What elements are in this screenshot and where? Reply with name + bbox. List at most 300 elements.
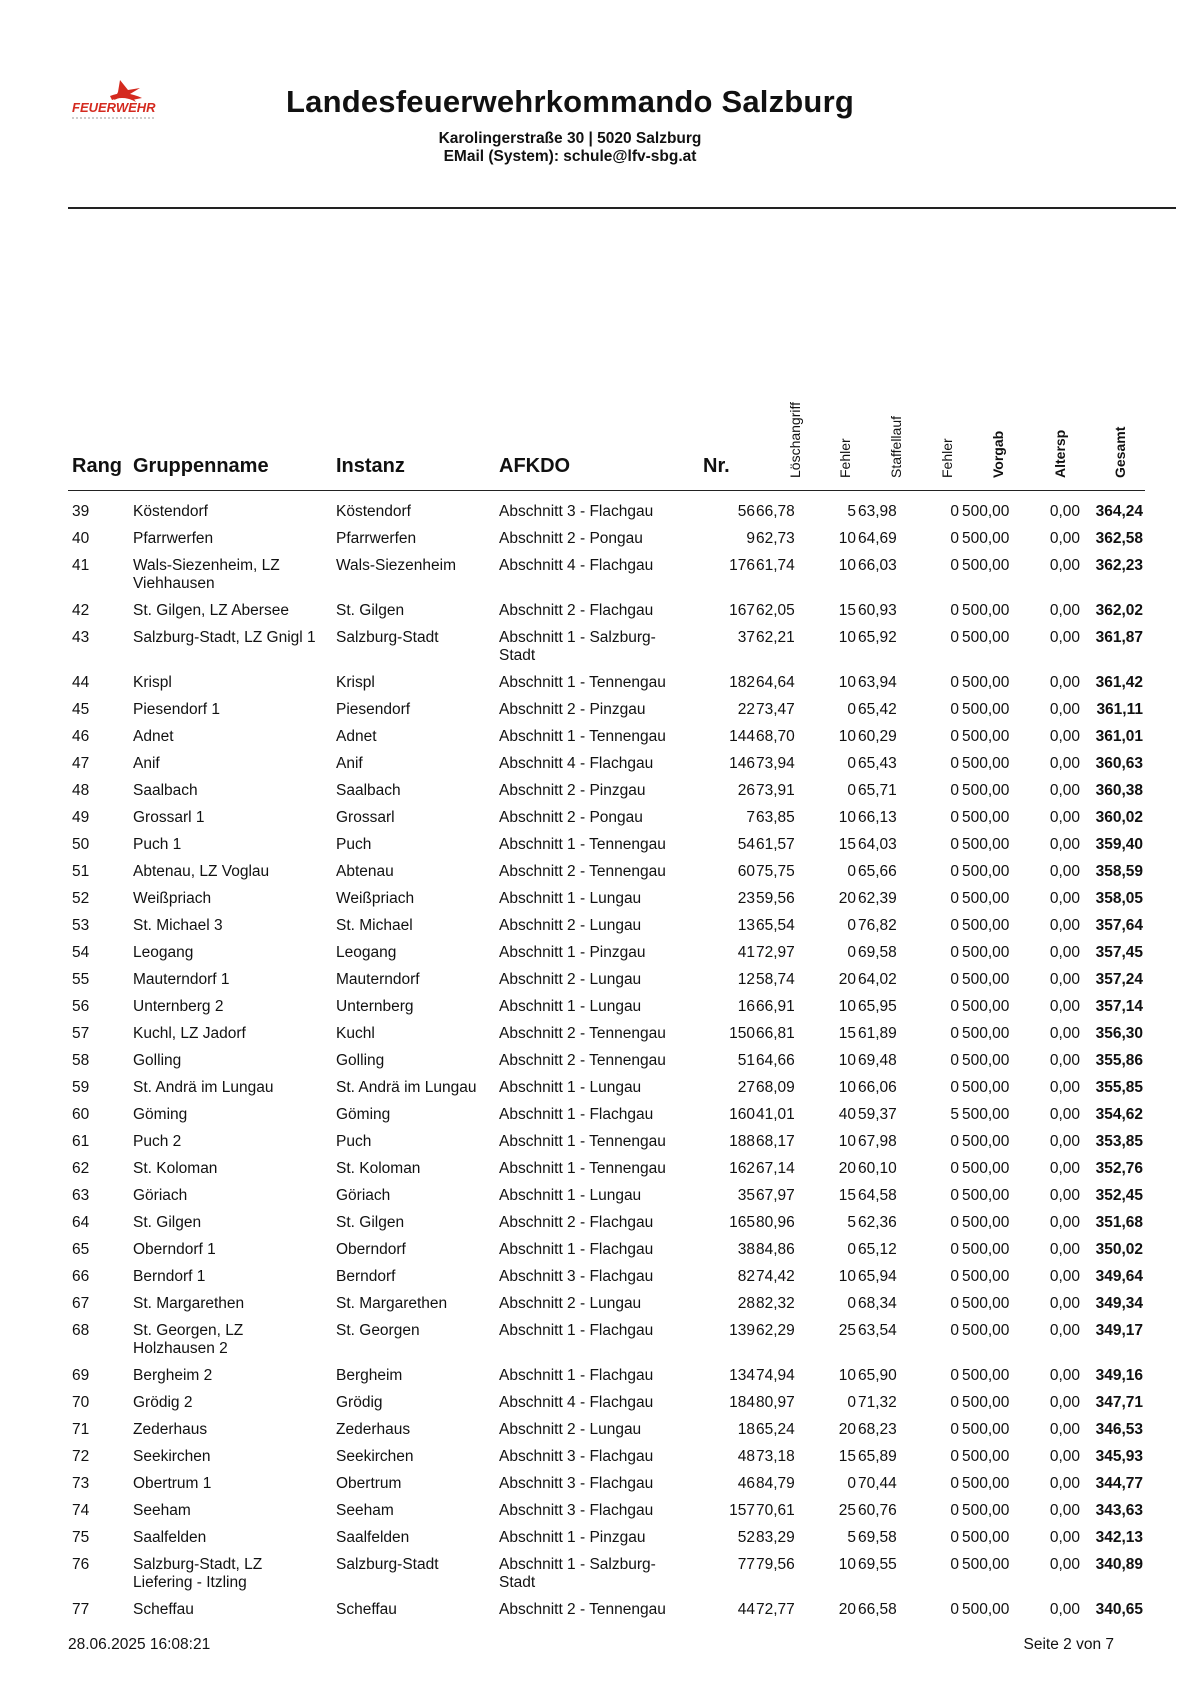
vorgabe-cell: 500,00: [962, 890, 1010, 907]
fehler-2-cell: 0: [950, 728, 959, 745]
vorgabe-cell: 500,00: [962, 1556, 1010, 1573]
nr-cell: 188: [729, 1133, 755, 1150]
staffellauf-cell: 65,66: [858, 863, 897, 880]
vorgabe-cell: 500,00: [962, 971, 1010, 988]
afkdo-cell-line: Abschnitt 2 - Pinzgau: [499, 701, 646, 718]
nr-cell: 139: [729, 1322, 755, 1339]
col-header-altersp: Altersp: [1052, 429, 1068, 478]
staffellauf-cell: 64,03: [858, 836, 897, 853]
fehler-2-cell: 0: [950, 1448, 959, 1465]
afkdo-cell-line: Abschnitt 1 - Tennengau: [499, 1160, 666, 1177]
nr-cell: 23: [737, 890, 755, 907]
afkdo-cell: [499, 755, 679, 773]
fehler-1-cell: 10: [838, 809, 856, 826]
afkdo-cell: [499, 1475, 679, 1493]
gesamt-cell: 353,85: [1095, 1133, 1143, 1150]
altersp-cell: 0,00: [1049, 755, 1080, 772]
instance-cell: Krispl: [336, 674, 375, 691]
loeschangriff-cell: 73,47: [756, 701, 795, 718]
fehler-1-cell: 10: [838, 629, 856, 646]
rank-cell: 60: [72, 1106, 90, 1123]
afkdo-cell: [499, 1052, 679, 1070]
instance-cell: St. Georgen: [336, 1322, 420, 1339]
staffellauf-cell: 65,95: [858, 998, 897, 1015]
staffellauf-cell: 60,93: [858, 602, 897, 619]
fehler-2-cell: 0: [950, 782, 959, 799]
nr-cell: 134: [729, 1367, 755, 1384]
vorgabe-cell: 500,00: [962, 755, 1010, 772]
group-name-cell-line: Wals-Siezenheim, LZ: [133, 557, 280, 574]
fehler-2-cell: 0: [950, 917, 959, 934]
fehler-2-cell: 0: [950, 1529, 959, 1546]
group-name-cell: [133, 602, 333, 620]
fehler-2-cell: 0: [950, 1421, 959, 1438]
instance-cell: Puch: [336, 836, 372, 853]
group-name-cell-line: Piesendorf 1: [133, 701, 221, 718]
rank-cell: 74: [72, 1502, 90, 1519]
staffellauf-cell: 62,36: [858, 1214, 897, 1231]
fehler-2-cell: 0: [950, 1214, 959, 1231]
loeschangriff-cell: 65,54: [756, 917, 795, 934]
nr-cell: 162: [729, 1160, 755, 1177]
vorgabe-cell: 500,00: [962, 1052, 1010, 1069]
afkdo-cell-line: Abschnitt 3 - Flachgau: [499, 1502, 654, 1519]
vorgabe-cell: 500,00: [962, 1079, 1010, 1096]
fehler-2-cell: 0: [950, 1241, 959, 1258]
afkdo-cell: [499, 1421, 679, 1439]
email-line: EMail (System): schule@lfv-sbg.at: [443, 148, 697, 165]
group-name-cell-line: Puch 2: [133, 1133, 182, 1150]
afkdo-cell: [499, 1160, 679, 1178]
col-header-fehler-2: Fehler: [939, 438, 955, 478]
fehler-1-cell: 25: [838, 1502, 856, 1519]
fehler-2-cell: 0: [950, 1133, 959, 1150]
vorgabe-cell: 500,00: [962, 863, 1010, 880]
col-header-gruppenname: Gruppenname: [133, 455, 269, 477]
instance-cell: Weißpriach: [336, 890, 415, 907]
fehler-1-cell: 5: [847, 503, 856, 520]
col-header-gesamt: Gesamt: [1112, 426, 1128, 478]
group-name-cell-line: Pfarrwerfen: [133, 530, 214, 547]
vorgabe-cell: 500,00: [962, 1529, 1010, 1546]
afkdo-cell-line: Abschnitt 2 - Tennengau: [499, 1025, 666, 1042]
nr-cell: 184: [729, 1394, 755, 1411]
group-name-cell: [133, 944, 333, 962]
staffellauf-cell: 65,89: [858, 1448, 897, 1465]
afkdo-cell: [499, 998, 679, 1016]
rank-cell: 66: [72, 1268, 90, 1285]
fehler-2-cell: 0: [950, 629, 959, 646]
afkdo-cell-line: Abschnitt 2 - Pongau: [499, 530, 643, 547]
vorgabe-cell: 500,00: [962, 1367, 1010, 1384]
fehler-2-cell: 0: [950, 836, 959, 853]
staffellauf-cell: 65,92: [858, 629, 897, 646]
group-name-cell-line: Golling: [133, 1052, 182, 1069]
altersp-cell: 0,00: [1049, 1502, 1080, 1519]
vorgabe-cell: 500,00: [962, 1475, 1010, 1492]
instance-cell: St. Andrä im Lungau: [336, 1079, 477, 1096]
instance-cell: Obertrum: [336, 1475, 402, 1492]
altersp-cell: 0,00: [1049, 1187, 1080, 1204]
col-header-fehler-1: Fehler: [837, 438, 853, 478]
fehler-1-cell: 25: [838, 1322, 856, 1339]
loeschangriff-cell: 82,32: [756, 1295, 795, 1312]
afkdo-cell: [499, 809, 679, 827]
altersp-cell: 0,00: [1049, 1079, 1080, 1096]
vorgabe-cell: 500,00: [962, 1601, 1010, 1618]
fehler-1-cell: 15: [838, 1025, 856, 1042]
rank-cell: 61: [72, 1133, 90, 1150]
group-name-cell-line: Obertrum 1: [133, 1475, 212, 1492]
rank-cell: 44: [72, 674, 90, 691]
gesamt-cell: 340,65: [1095, 1601, 1143, 1618]
group-name-cell-line: Adnet: [133, 728, 174, 745]
altersp-cell: 0,00: [1049, 1025, 1080, 1042]
nr-cell: 144: [729, 728, 755, 745]
altersp-cell: 0,00: [1049, 809, 1080, 826]
afkdo-cell-line: Abschnitt 2 - Lungau: [499, 917, 642, 934]
loeschangriff-cell: 80,96: [756, 1214, 795, 1231]
vorgabe-cell: 500,00: [962, 701, 1010, 718]
group-name-cell-line: Salzburg-Stadt, LZ: [133, 1556, 263, 1573]
rank-cell: 50: [72, 836, 90, 853]
altersp-cell: 0,00: [1049, 557, 1080, 574]
vorgabe-cell: 500,00: [962, 1214, 1010, 1231]
group-name-cell-line: Bergheim 2: [133, 1367, 213, 1384]
fehler-2-cell: 0: [950, 1025, 959, 1042]
altersp-cell: 0,00: [1049, 1268, 1080, 1285]
afkdo-cell: [499, 701, 679, 719]
organization-title: Landesfeuerwehrkommando Salzburg: [286, 84, 854, 119]
altersp-cell: 0,00: [1049, 1475, 1080, 1492]
loeschangriff-cell: 73,94: [756, 755, 795, 772]
gesamt-cell: 352,76: [1095, 1160, 1143, 1177]
afkdo-cell-line: Abschnitt 2 - Pongau: [499, 809, 643, 826]
gesamt-cell: 349,34: [1095, 1295, 1143, 1312]
gesamt-cell: 342,13: [1095, 1529, 1143, 1546]
gesamt-cell: 350,02: [1095, 1241, 1143, 1258]
afkdo-cell: [499, 557, 679, 575]
rank-cell: 43: [72, 629, 90, 646]
staffellauf-cell: 63,98: [858, 503, 897, 520]
vorgabe-cell: 500,00: [962, 1394, 1010, 1411]
fehler-1-cell: 0: [847, 917, 856, 934]
rank-cell: 52: [72, 890, 90, 907]
altersp-cell: 0,00: [1049, 1448, 1080, 1465]
fehler-1-cell: 10: [838, 1268, 856, 1285]
afkdo-cell: [499, 629, 679, 665]
staffellauf-cell: 69,55: [858, 1556, 897, 1573]
group-name-cell-line: Scheffau: [133, 1601, 194, 1618]
staffellauf-cell: 65,12: [858, 1241, 897, 1258]
rank-cell: 68: [72, 1322, 90, 1339]
rank-cell: 75: [72, 1529, 90, 1546]
group-name-cell: [133, 1187, 333, 1205]
afkdo-cell-line: Abschnitt 1 - Lungau: [499, 1187, 642, 1204]
rank-cell: 53: [72, 917, 90, 934]
altersp-cell: 0,00: [1049, 1367, 1080, 1384]
afkdo-cell-line: Abschnitt 1 - Tennengau: [499, 674, 666, 691]
afkdo-cell: [499, 782, 679, 800]
group-name-cell-line: Salzburg-Stadt, LZ Gnigl 1: [133, 629, 316, 646]
staffellauf-cell: 69,48: [858, 1052, 897, 1069]
vorgabe-cell: 500,00: [962, 1241, 1010, 1258]
staffellauf-cell: 70,44: [858, 1475, 897, 1492]
altersp-cell: 0,00: [1049, 971, 1080, 988]
fehler-2-cell: 0: [950, 1601, 959, 1618]
nr-cell: 150: [729, 1025, 755, 1042]
rank-cell: 62: [72, 1160, 90, 1177]
instance-cell: Kuchl: [336, 1025, 375, 1042]
gesamt-cell: 347,71: [1095, 1394, 1143, 1411]
logo-text: FEUERWEHR: [72, 100, 156, 115]
vorgabe-cell: 500,00: [962, 836, 1010, 853]
fehler-2-cell: 0: [950, 863, 959, 880]
gesamt-cell: 351,68: [1095, 1214, 1143, 1231]
group-name-cell-line: Göming: [133, 1106, 188, 1123]
afkdo-cell: [499, 1502, 679, 1520]
loeschangriff-cell: 84,79: [756, 1475, 795, 1492]
staffellauf-cell: 68,34: [858, 1295, 897, 1312]
staffellauf-cell: 65,90: [858, 1367, 897, 1384]
gesamt-cell: 340,89: [1095, 1556, 1143, 1573]
afkdo-cell-line: Abschnitt 2 - Lungau: [499, 971, 642, 988]
group-name-cell-line: St. Andrä im Lungau: [133, 1079, 274, 1096]
staffellauf-cell: 66,13: [858, 809, 897, 826]
group-name-cell-line: Mauterndorf 1: [133, 971, 230, 988]
fehler-1-cell: 15: [838, 1187, 856, 1204]
fehler-1-cell: 40: [838, 1106, 856, 1123]
fehler-2-cell: 0: [950, 1322, 959, 1339]
afkdo-cell: [499, 1601, 679, 1619]
group-name-cell: [133, 530, 333, 548]
group-name-cell: [133, 1025, 333, 1043]
fehler-2-cell: 0: [950, 674, 959, 691]
col-header-loeschangriff: Löschangriff: [787, 401, 803, 478]
nr-cell: 167: [729, 602, 755, 619]
gesamt-cell: 358,05: [1095, 890, 1143, 907]
altersp-cell: 0,00: [1049, 836, 1080, 853]
rank-cell: 65: [72, 1241, 90, 1258]
afkdo-cell: [499, 1529, 679, 1547]
altersp-cell: 0,00: [1049, 530, 1080, 547]
vorgabe-cell: 500,00: [962, 1322, 1010, 1339]
loeschangriff-cell: 83,29: [756, 1529, 795, 1546]
vorgabe-cell: 500,00: [962, 917, 1010, 934]
gesamt-cell: 344,77: [1095, 1475, 1143, 1492]
loeschangriff-cell: 68,70: [756, 728, 795, 745]
staffellauf-cell: 63,94: [858, 674, 897, 691]
loeschangriff-cell: 67,97: [756, 1187, 795, 1204]
group-name-cell-line: Unternberg 2: [133, 998, 224, 1015]
afkdo-cell: [499, 836, 679, 854]
afkdo-cell: [499, 1241, 679, 1259]
afkdo-cell-line: Abschnitt 3 - Flachgau: [499, 1268, 654, 1285]
afkdo-cell-line: Abschnitt 3 - Flachgau: [499, 503, 654, 520]
group-name-cell-line: Holzhausen 2: [133, 1340, 228, 1357]
loeschangriff-cell: 73,18: [756, 1448, 795, 1465]
loeschangriff-cell: 74,94: [756, 1367, 795, 1384]
loeschangriff-cell: 66,78: [756, 503, 795, 520]
afkdo-cell: [499, 971, 679, 989]
staffellauf-cell: 60,29: [858, 728, 897, 745]
instance-cell: Grödig: [336, 1394, 383, 1411]
loeschangriff-cell: 62,05: [756, 602, 795, 619]
instance-cell: Scheffau: [336, 1601, 397, 1618]
afkdo-cell: [499, 1322, 679, 1340]
gesamt-cell: 361,01: [1095, 728, 1143, 745]
group-name-cell: [133, 1556, 333, 1592]
col-header-rang: Rang: [72, 455, 122, 477]
fehler-2-cell: 0: [950, 971, 959, 988]
group-name-cell: [133, 1475, 333, 1493]
gesamt-cell: 349,64: [1095, 1268, 1143, 1285]
instance-cell: Leogang: [336, 944, 397, 961]
fehler-1-cell: 10: [838, 728, 856, 745]
rank-cell: 59: [72, 1079, 90, 1096]
loeschangriff-cell: 61,74: [756, 557, 795, 574]
loeschangriff-cell: 65,24: [756, 1421, 795, 1438]
group-name-cell: [133, 1241, 333, 1259]
group-name-cell-line: Zederhaus: [133, 1421, 208, 1438]
nr-cell: 82: [737, 1268, 755, 1285]
fehler-2-cell: 0: [950, 1052, 959, 1069]
altersp-cell: 0,00: [1049, 674, 1080, 691]
rank-cell: 58: [72, 1052, 90, 1069]
instance-cell: Seeham: [336, 1502, 394, 1519]
instance-cell: Seekirchen: [336, 1448, 414, 1465]
group-name-cell: [133, 1394, 333, 1412]
afkdo-cell: [499, 1295, 679, 1313]
group-name-cell-line: Liefering - Itzling: [133, 1574, 247, 1591]
rank-cell: 76: [72, 1556, 90, 1573]
loeschangriff-cell: 84,86: [756, 1241, 795, 1258]
nr-cell: 38: [737, 1241, 755, 1258]
group-name-cell-line: Oberndorf 1: [133, 1241, 216, 1258]
afkdo-cell-line: Abschnitt 2 - Flachgau: [499, 1214, 654, 1231]
fehler-1-cell: 0: [847, 863, 856, 880]
instance-cell: Unternberg: [336, 998, 414, 1015]
vorgabe-cell: 500,00: [962, 998, 1010, 1015]
rank-cell: 69: [72, 1367, 90, 1384]
gesamt-cell: 357,45: [1095, 944, 1143, 961]
afkdo-cell-line: Abschnitt 1 - Lungau: [499, 1079, 642, 1096]
rank-cell: 71: [72, 1421, 90, 1438]
afkdo-cell: [499, 1025, 679, 1043]
vorgabe-cell: 500,00: [962, 503, 1010, 520]
group-name-cell: [133, 863, 333, 881]
staffellauf-cell: 66,58: [858, 1601, 897, 1618]
col-header-afkdo: AFKDO: [499, 455, 571, 477]
instance-cell: Abtenau: [336, 863, 394, 880]
afkdo-cell: [499, 1448, 679, 1466]
gesamt-cell: 360,02: [1095, 809, 1143, 826]
gesamt-cell: 360,38: [1095, 782, 1143, 799]
afkdo-cell-line: Abschnitt 1 - Pinzgau: [499, 1529, 646, 1546]
nr-cell: 176: [729, 557, 755, 574]
altersp-cell: 0,00: [1049, 1133, 1080, 1150]
fehler-1-cell: 10: [838, 1133, 856, 1150]
staffellauf-cell: 64,02: [858, 971, 897, 988]
altersp-cell: 0,00: [1049, 1529, 1080, 1546]
loeschangriff-cell: 80,97: [756, 1394, 795, 1411]
nr-cell: 12: [737, 971, 755, 988]
gesamt-cell: 362,23: [1095, 557, 1143, 574]
gesamt-cell: 364,24: [1095, 503, 1143, 520]
header-divider: [68, 207, 1176, 209]
group-name-cell-line: Köstendorf: [133, 503, 208, 520]
group-name-cell-line: St. Georgen, LZ: [133, 1322, 244, 1339]
altersp-cell: 0,00: [1049, 1106, 1080, 1123]
fehler-1-cell: 20: [838, 1421, 856, 1438]
nr-cell: 56: [737, 503, 755, 520]
group-name-cell: [133, 971, 333, 989]
altersp-cell: 0,00: [1049, 1601, 1080, 1618]
gesamt-cell: 357,64: [1095, 917, 1143, 934]
altersp-cell: 0,00: [1049, 1160, 1080, 1177]
group-name-cell-line: Viehhausen: [133, 575, 215, 592]
rank-cell: 63: [72, 1187, 90, 1204]
staffellauf-cell: 65,43: [858, 755, 897, 772]
afkdo-cell: [499, 1367, 679, 1385]
nr-cell: 13: [737, 917, 755, 934]
vorgabe-cell: 500,00: [962, 1187, 1010, 1204]
nr-cell: 54: [737, 836, 755, 853]
altersp-cell: 0,00: [1049, 1241, 1080, 1258]
table-header-divider: [68, 490, 1145, 491]
fehler-1-cell: 0: [847, 782, 856, 799]
nr-cell: 48: [737, 1448, 755, 1465]
fehler-1-cell: 0: [847, 1295, 856, 1312]
fehler-2-cell: 0: [950, 1079, 959, 1096]
group-name-cell: [133, 1268, 333, 1286]
staffellauf-cell: 66,03: [858, 557, 897, 574]
fehler-2-cell: 0: [950, 1475, 959, 1492]
rank-cell: 57: [72, 1025, 90, 1042]
instance-cell: Pfarrwerfen: [336, 530, 417, 547]
vorgabe-cell: 500,00: [962, 1106, 1010, 1123]
gesamt-cell: 355,86: [1095, 1052, 1143, 1069]
group-name-cell-line: St. Gilgen, LZ Abersee: [133, 602, 289, 619]
instance-cell: Saalfelden: [336, 1529, 410, 1546]
loeschangriff-cell: 62,21: [756, 629, 795, 646]
gesamt-cell: 361,42: [1095, 674, 1143, 691]
gesamt-cell: 358,59: [1095, 863, 1143, 880]
rank-cell: 47: [72, 755, 90, 772]
instance-cell: Köstendorf: [336, 503, 411, 520]
group-name-cell: [133, 782, 333, 800]
fehler-2-cell: 0: [950, 530, 959, 547]
instance-cell: Berndorf: [336, 1268, 396, 1285]
afkdo-cell: [499, 1187, 679, 1205]
group-name-cell: [133, 1052, 333, 1070]
nr-cell: 165: [729, 1214, 755, 1231]
afkdo-cell-line: Abschnitt 2 - Lungau: [499, 1421, 642, 1438]
group-name-cell: [133, 998, 333, 1016]
vorgabe-cell: 500,00: [962, 1025, 1010, 1042]
vorgabe-cell: 500,00: [962, 728, 1010, 745]
nr-cell: 27: [737, 1079, 755, 1096]
fehler-1-cell: 15: [838, 836, 856, 853]
group-name-cell: [133, 674, 333, 692]
staffellauf-cell: 62,39: [858, 890, 897, 907]
vorgabe-cell: 500,00: [962, 944, 1010, 961]
group-name-cell: [133, 809, 333, 827]
instance-cell: Göriach: [336, 1187, 391, 1204]
page-number: Seite 2 von 7: [1023, 1636, 1114, 1653]
nr-cell: 146: [729, 755, 755, 772]
group-name-cell: [133, 557, 333, 593]
